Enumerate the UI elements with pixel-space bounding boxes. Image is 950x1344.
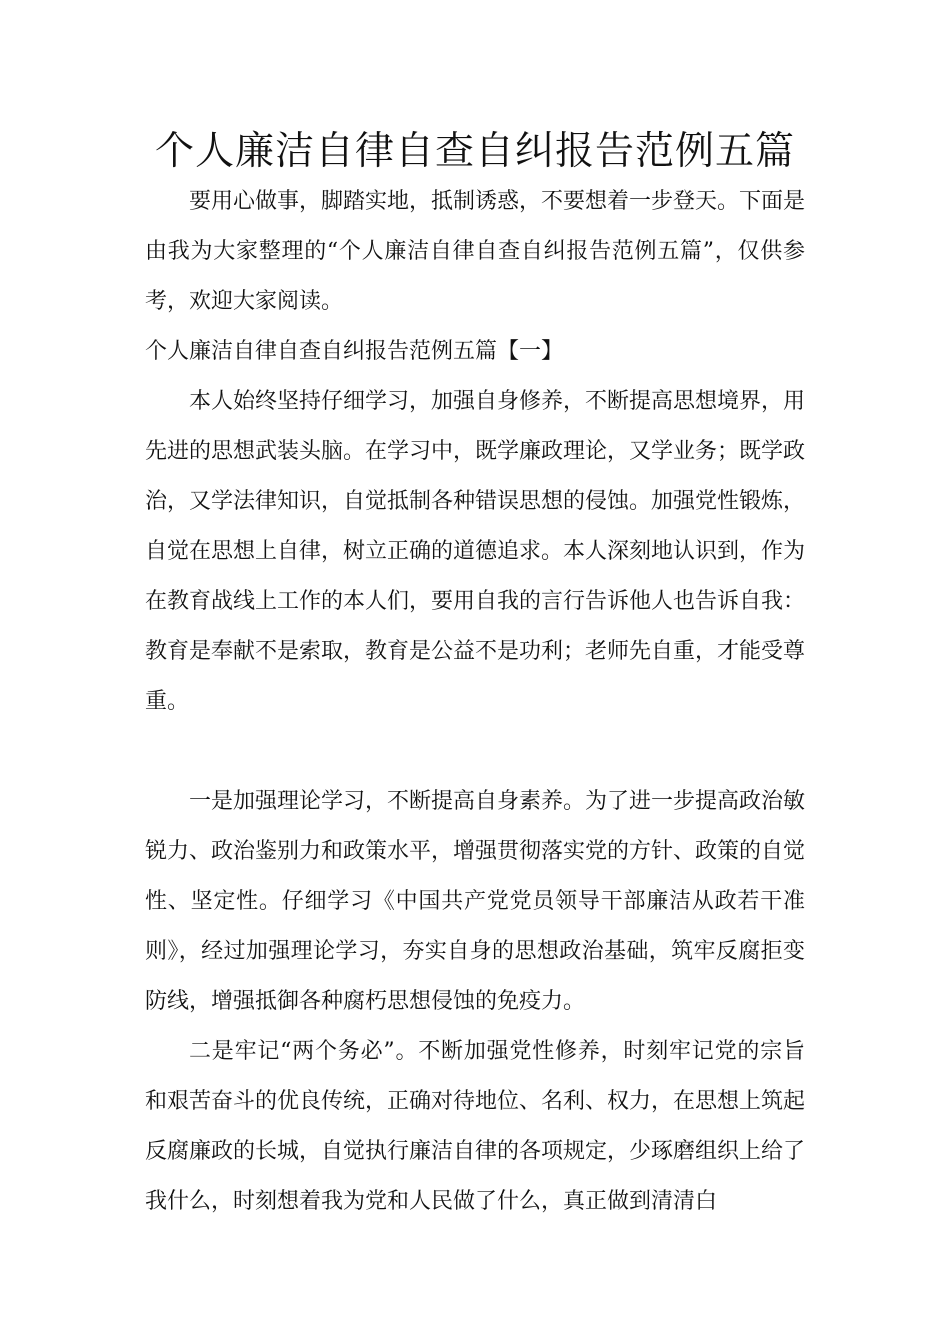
intro-paragraph: 要用心做事，脚踏实地，抵制诱惑，不要想着一步登天。下面是由我为大家整理的“个人廉洁自律自查自纠报告范例五篇”，仅供参考，欢迎大家阅读。 xyxy=(145,189,806,314)
document-body xyxy=(145,177,805,1227)
body-paragraph-2: 一是加强理论学习，不断提高自身素养。为了进一步提高政治敏锐力、政治鉴别力和政策水平，增强贯彻落实党的方针、政策的自觉性、坚定性。仔细学习《中国共产党党员领导干部廉洁从政若干准则》，经过加强理论学习，夯实自身的思想政治基础，筑牢反腐拒变防线，增强抵御各种腐朽思想侵蚀的免疫力。 xyxy=(145,789,806,1014)
body-paragraph-1: 本人始终坚持仔细学习，加强自身修养，不断提高思想境界，用先进的思想武装头脑。在学习中，既学廉政理论，又学业务；既学政治，又学法律知识，自觉抵制各种错误思想的侵蚀。加强党性锻炼，自觉在思想上自律，树立正确的道德追求。本人深刻地认识到，作为在教育战线上工作的本人们，要用自我的言行告诉他人也告诉自我：教育是奉献不是索取，教育是公益不是功利；老师先自重，才能受尊重。 xyxy=(145,389,806,714)
body-paragraph-3: 二是牢记“两个务必”。不断加强党性修养，时刻牢记党的宗旨和艰苦奋斗的优良传统，正确对待地位、名利、权力，在思想上筑起反腐廉政的长城，自觉执行廉洁自律的各项规定，少琢磨组织上给了我什么，时刻想着我为党和人民做了什么，真正做到清清白 xyxy=(145,1039,806,1214)
paragraph-spacer xyxy=(145,727,805,777)
section-heading: 个人廉洁自律自查自纠报告范例五篇【一】 xyxy=(145,339,564,364)
document-title: 个人廉洁自律自查自纠报告范例五篇 xyxy=(154,129,795,174)
